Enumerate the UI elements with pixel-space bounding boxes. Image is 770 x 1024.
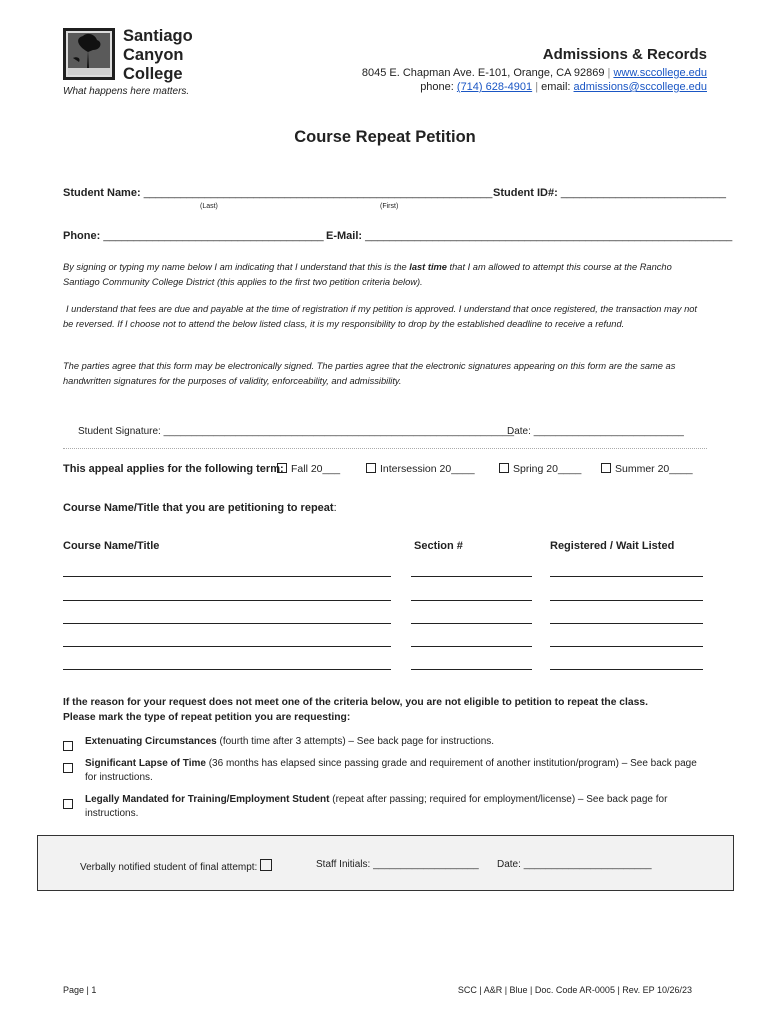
notified-label: Verbally notified student of final attempt: [80, 862, 258, 873]
criteria-item-extenuating [85, 735, 705, 749]
contact-line [420, 81, 707, 93]
p1-text-a: By signing or typing my name below I am indicating that I understand that this is the [63, 262, 410, 272]
course-name-field[interactable] [63, 600, 391, 601]
course-name-field[interactable] [63, 623, 391, 624]
student-id-field[interactable]: ___________________________ [560, 187, 727, 199]
status-field[interactable] [550, 576, 703, 577]
criteria-item-title: Significant Lapse of Time [85, 758, 206, 769]
address: 8045 E. Chapman Ave. E-101, Orange, CA 92869 [361, 67, 605, 79]
college-tagline: What happens here matters. [63, 86, 190, 97]
criteria-item-title: Extenuating Circumstances [85, 736, 217, 747]
phone-label: phone: [420, 81, 454, 93]
criteria-checkbox-1[interactable] [63, 737, 77, 755]
term-summer-label: Summer 20____ [615, 463, 693, 475]
section-field[interactable] [411, 576, 532, 577]
status-field[interactable] [550, 646, 703, 647]
status-field[interactable] [550, 669, 703, 670]
criteria-intro-1: If the reason for your request does not meet one of the criteria below, you are not eligible to petition to repeat the class. [63, 697, 648, 708]
tree-icon [63, 28, 115, 80]
checkbox-icon[interactable] [63, 799, 73, 809]
term-spring-label: Spring 20____ [513, 463, 582, 475]
criteria-checkbox-2[interactable] [63, 759, 77, 777]
criteria-checkbox-3[interactable] [63, 795, 77, 813]
email-row [326, 230, 732, 242]
section-field[interactable] [411, 600, 532, 601]
student-name-label: Student Name: [63, 187, 141, 199]
criteria-intro-2: Please mark the type of repeat petition you are requesting: [63, 712, 351, 723]
student-name-row [63, 187, 492, 199]
college-name-line1: Santiago [123, 27, 193, 45]
signature-date-label: Date: [507, 426, 531, 437]
student-name-field[interactable]: _________________________________________________________ [143, 187, 493, 199]
document-code: SCC | A&R | Blue | Doc. Code AR-0005 | Rev. EP 10/26/23 [457, 985, 692, 995]
form-title: Course Repeat Petition [294, 128, 476, 146]
column-section: Section # [414, 540, 463, 552]
checkbox-icon[interactable] [366, 463, 376, 473]
checkbox-icon[interactable] [63, 741, 73, 751]
phone-field[interactable]: ____________________________________ [103, 230, 324, 242]
checkbox-icon[interactable] [277, 463, 287, 473]
criteria-item-lapse [85, 757, 700, 785]
criteria-item-desc: (repeat after passing; required for employment/license) – See back page for instructions. [85, 794, 668, 819]
email-label: email: [541, 81, 571, 93]
phone-field-label: Phone: [63, 230, 101, 242]
esignature-paragraph: The parties agree that this form may be electronically signed. The parties agree that the electronic signatures appearing on this form are the same as handwritten signatures for the purposes of validity, enforceability, and admissibility. [63, 361, 676, 386]
term-option-spring[interactable] [499, 463, 581, 475]
course-intro-colon: : [333, 502, 337, 514]
section-field[interactable] [411, 669, 532, 670]
term-intersession-label: Intersession 20____ [380, 463, 475, 475]
term-option-summer[interactable] [601, 463, 693, 475]
course-name-field[interactable] [63, 646, 391, 647]
term-option-fall[interactable] [277, 463, 340, 475]
last-name-hint: (Last) [200, 203, 218, 210]
first-name-hint: (First) [380, 203, 399, 210]
term-option-intersession[interactable] [366, 463, 475, 475]
phone-link[interactable]: (714) 628-4901 [456, 81, 533, 93]
student-id-row [493, 187, 726, 199]
college-logo-emblem [63, 28, 115, 80]
signature-row [78, 426, 514, 437]
course-name-field[interactable] [63, 669, 391, 670]
checkbox-icon[interactable] [499, 463, 509, 473]
address-line [362, 67, 707, 79]
website-link[interactable]: www.sccollege.edu [613, 67, 707, 79]
status-field[interactable] [550, 600, 703, 601]
section-field[interactable] [411, 646, 532, 647]
office-title: Admissions & Records [542, 46, 707, 63]
course-name-field[interactable] [63, 576, 391, 577]
staff-initials-row [316, 859, 479, 870]
acknowledgement-paragraph-1 [63, 260, 709, 289]
section-field[interactable] [411, 623, 532, 624]
signature-date-row [507, 426, 684, 437]
divider [63, 448, 707, 449]
phone-row [63, 230, 324, 242]
staff-initials-field[interactable]: ___________________ [373, 859, 479, 870]
column-status: Registered / Wait Listed [550, 540, 675, 552]
college-name [123, 27, 193, 84]
signature-date-field[interactable]: ___________________________ [533, 426, 684, 437]
term-label: This appeal applies for the following term: [63, 463, 284, 475]
email-field-label: E-Mail: [326, 230, 363, 242]
checkbox-icon[interactable] [260, 859, 272, 871]
email-link[interactable]: admissions@sccollege.edu [573, 81, 707, 93]
course-intro [63, 502, 337, 514]
email-field[interactable]: ____________________________________________________________ [365, 230, 733, 242]
status-field[interactable] [550, 623, 703, 624]
criteria-item-title: Legally Mandated for Training/Employment Student [85, 794, 330, 805]
staff-date-field[interactable]: _______________________ [523, 859, 652, 870]
signature-field[interactable]: _______________________________________________________________ [163, 426, 515, 437]
college-name-line3: College [123, 65, 183, 83]
staff-initials-label: Staff Initials: [316, 859, 371, 870]
notified-row [80, 859, 272, 873]
separator: | [535, 81, 539, 93]
term-fall-label: Fall 20___ [291, 463, 341, 475]
checkbox-icon[interactable] [601, 463, 611, 473]
checkbox-icon[interactable] [63, 763, 73, 773]
p1-bold: last time [409, 262, 447, 272]
staff-date-label: Date: [497, 859, 521, 870]
staff-date-row [497, 859, 652, 870]
criteria-item-legally-mandated [85, 793, 700, 821]
signature-label: Student Signature: [78, 426, 161, 437]
criteria-item-desc: (36 months has elapsed since passing grade and requirement of another institution/program) – See back page for instructions. [85, 758, 697, 783]
p1-text-b: that I am allowed to attempt this course at the Rancho Santiago Community College District (this applies to the first two petition criteria below). [63, 262, 672, 287]
acknowledgement-paragraph-2: I understand that fees are due and payable at the time of registration if my petition is approved. I understand that once registered, the transaction may not be reversed. If I choose not to attend the below listed class, it is my responsibility to drop by the established deadline to receive a refund. [63, 304, 698, 329]
column-course-name: Course Name/Title [63, 540, 160, 552]
criteria-item-desc: (fourth time after 3 attempts) – See back page for instructions. [216, 736, 495, 747]
student-id-label: Student ID#: [493, 187, 558, 199]
separator: | [607, 67, 611, 79]
page-number: Page | 1 [63, 985, 97, 995]
college-name-line2: Canyon [123, 46, 184, 64]
course-intro-text: Course Name/Title that you are petitioning to repeat [63, 502, 334, 514]
